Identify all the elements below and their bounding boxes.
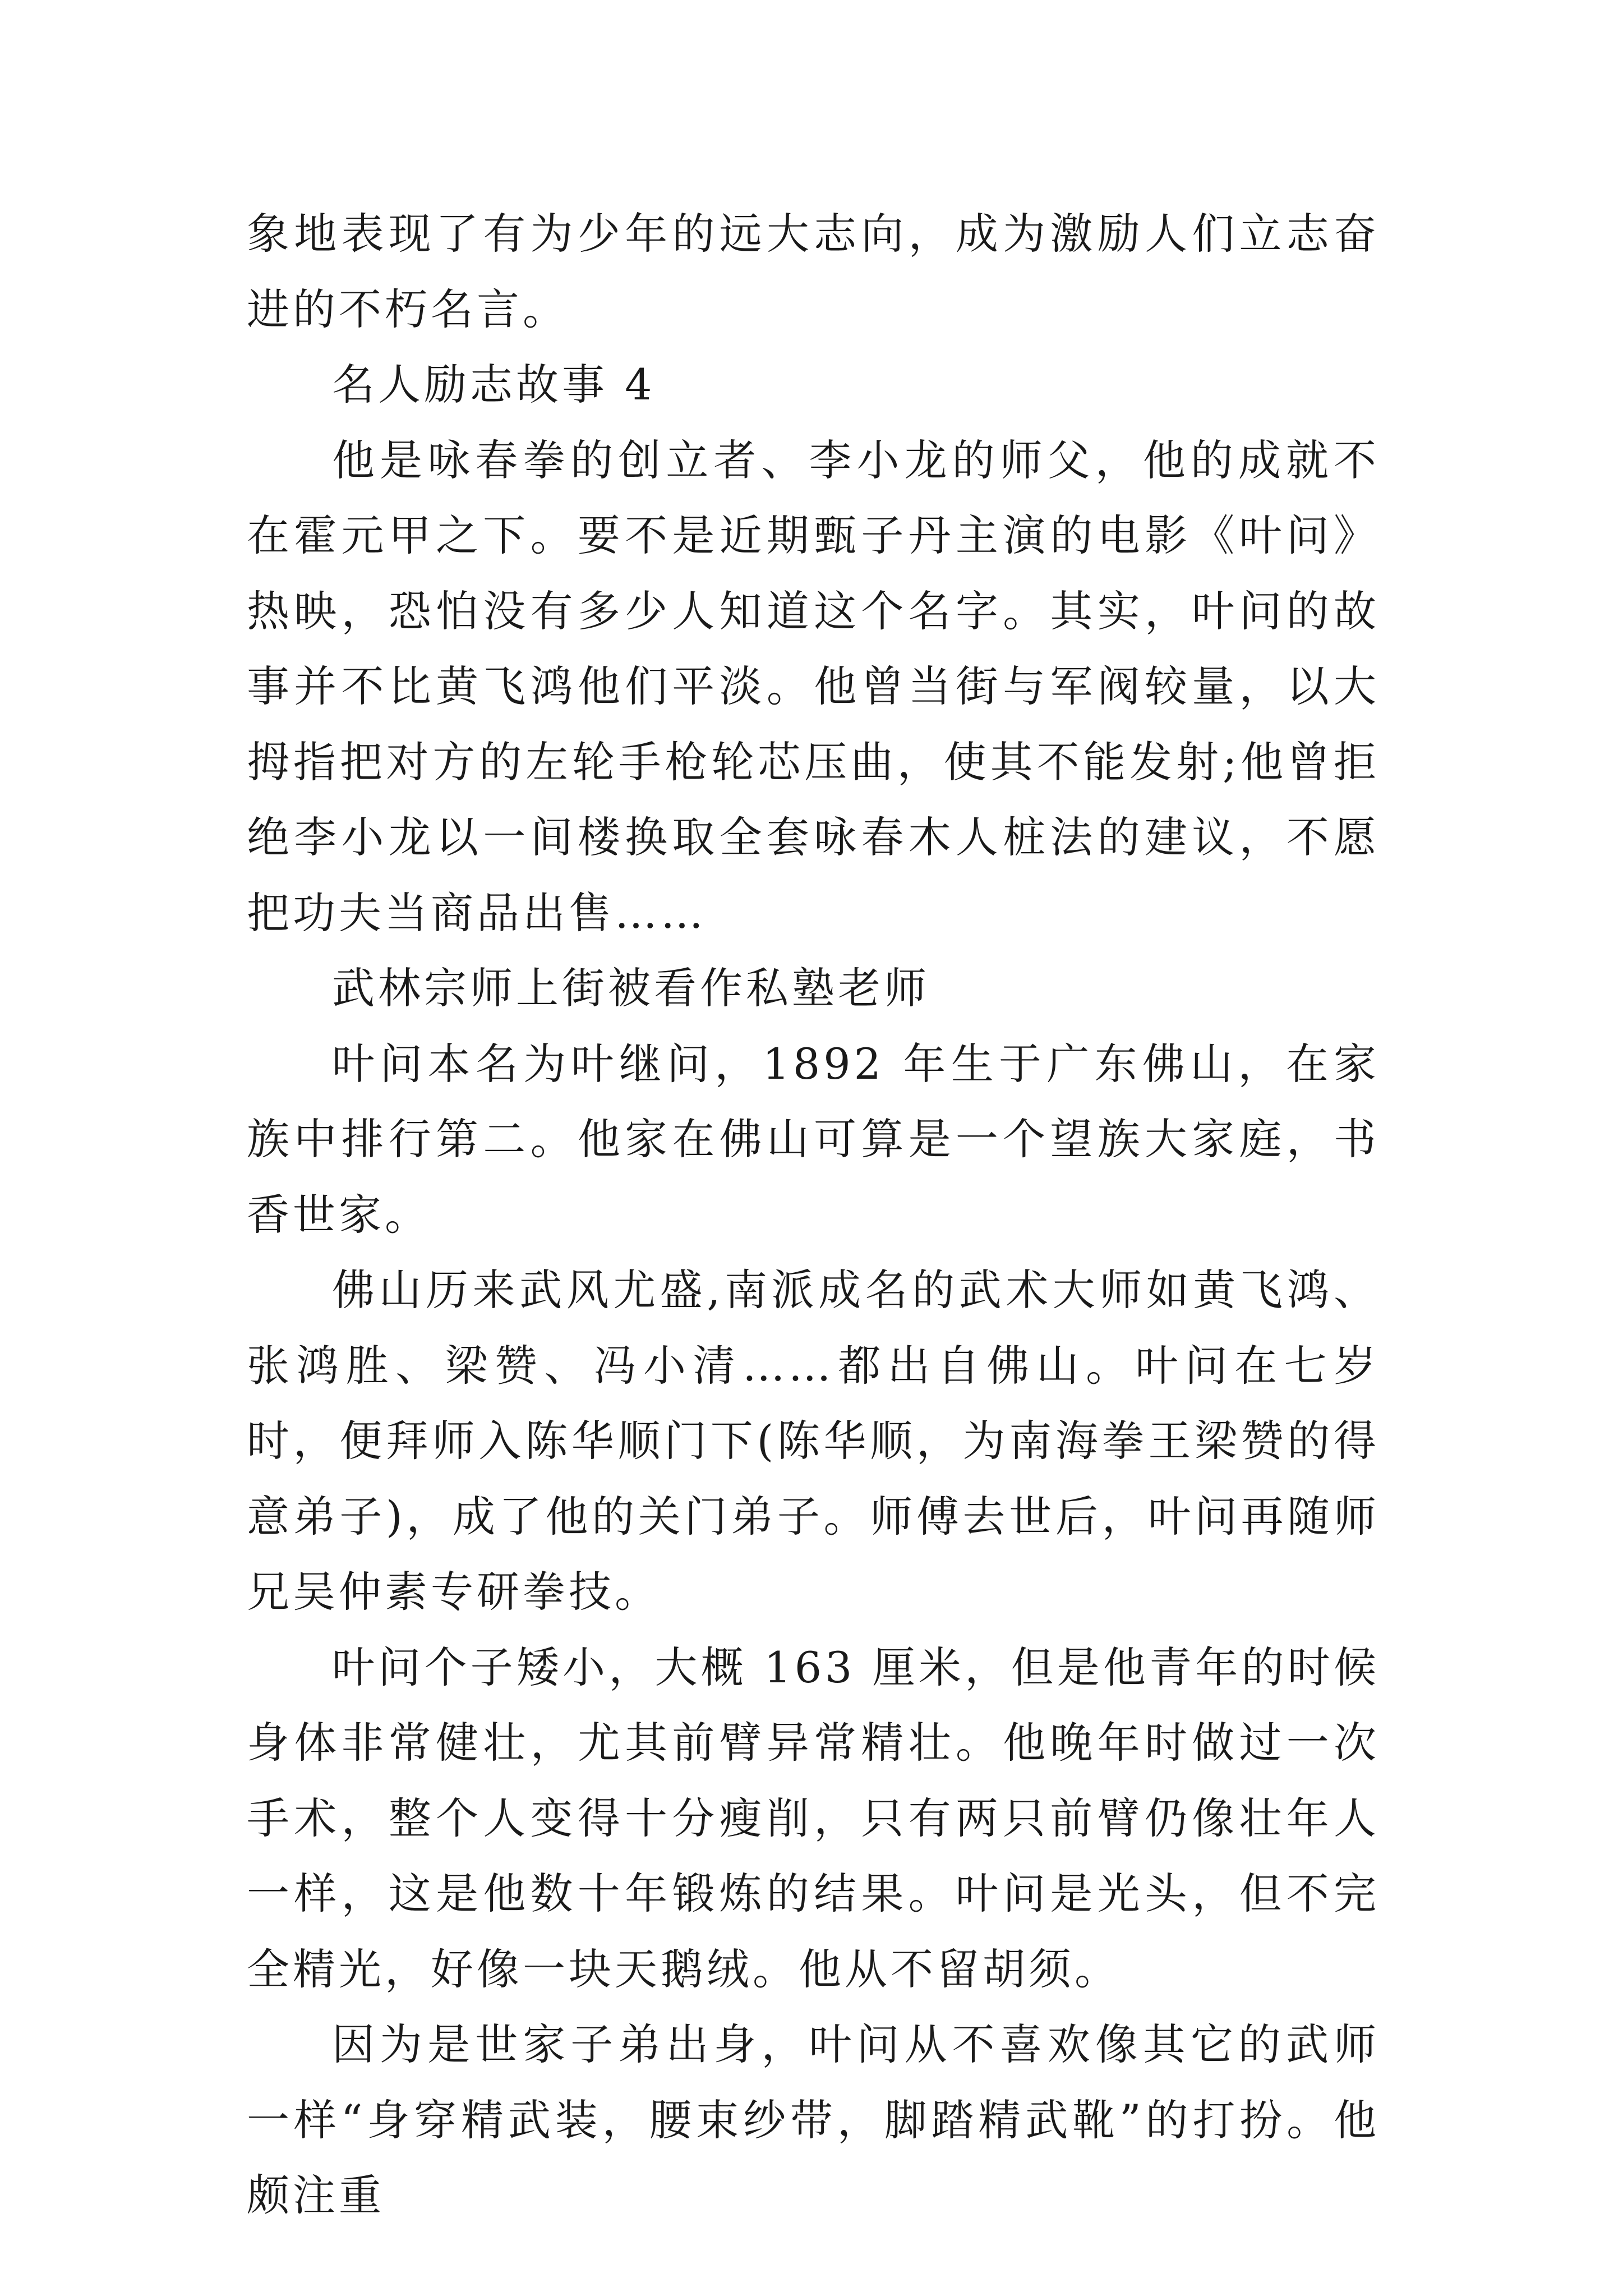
paragraph: 叶问本名为叶继问，1892 年生于广东佛山，在家族中排行第二。他家在佛山可算是一个望族大家庭，书香世家。 xyxy=(247,1038,1380,1240)
paragraph: 因为是世家子弟出身，叶问从不喜欢像其它的武师一样“身穿精武装，腰束纱带，脚踏精武靴”的打扮。他颇注重 xyxy=(247,2019,1380,2220)
document-body xyxy=(247,196,1380,2234)
paragraph: 叶问个子矮小，大概 163 厘米，但是他青年的时候身体非常健壮，尤其前臂异常精壮。他晚年时做过一次手术，整个人变得十分瘦削，只有两只前臂仍像壮年人一样，这是他数十年锻炼的结果。叶问是光头，但不完全精光，好像一块天鹅绒。他从不留胡须。 xyxy=(247,1642,1380,1994)
paragraph: 佛山历来武风尤盛,南派成名的武术大师如黄飞鸿、张鸿胜、梁赞、冯小清……都出自佛山。叶问在七岁时，便拜师入陈华顺门下(陈华顺，为南海拳王梁赞的得意弟子)，成了他的关门弟子。师傅去世后，叶问再随师兄吴仲素专研拳技。 xyxy=(247,1265,1380,1617)
subheading: 武林宗师上街被看作私塾老师 xyxy=(332,963,930,1013)
paragraph-continuation: 象地表现了有为少年的远大志向，成为激励人们立志奋进的不朽名言。 xyxy=(247,209,1380,334)
paragraph: 他是咏春拳的创立者、李小龙的师父，他的成就不在霍元甲之下。要不是近期甄子丹主演的电影《叶问》热映，恐怕没有多少人知道这个名字。其实，叶问的故事并不比黄飞鸿他们平淡。他曾当街与军阀较量，以大拇指把对方的左轮手枪轮芯压曲，使其不能发射;他曾拒绝李小龙以一间楼换取全套咏春木人桩法的建议，不愿把功夫当商品出售…… xyxy=(247,435,1380,938)
section-heading: 名人励志故事 4 xyxy=(332,360,656,409)
